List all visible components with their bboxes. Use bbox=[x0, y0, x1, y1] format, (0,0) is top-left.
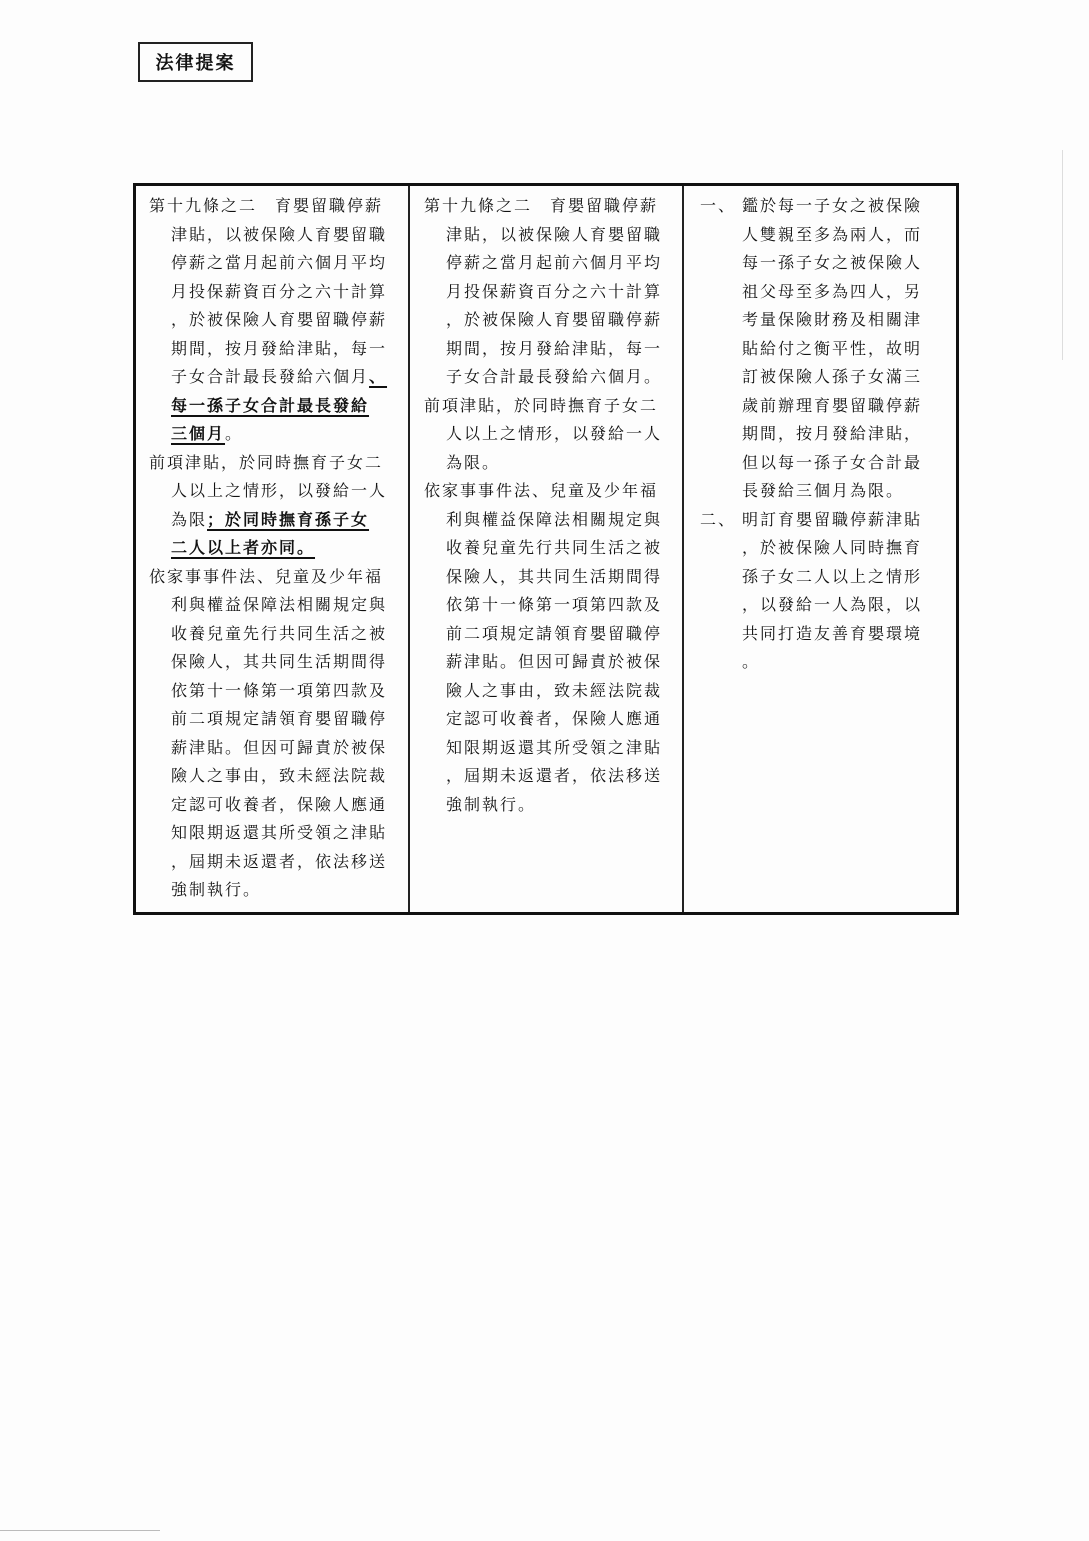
text-line: 險人之事由，致未經法院裁 bbox=[171, 766, 388, 785]
text-line: ，屆期未返還者，依法移送 bbox=[171, 851, 388, 871]
text-line: 保險人，其共同生活期間得 bbox=[446, 566, 663, 586]
amended-paragraph-2 bbox=[149, 449, 400, 563]
item-number: 二、 bbox=[700, 509, 737, 529]
text-line: 期間，按月發給津貼，每一 bbox=[446, 338, 663, 358]
text-line: 人以上之情形，以發給一人 bbox=[446, 424, 663, 443]
text-line: 人雙親至多為兩人，而 bbox=[742, 224, 923, 244]
text-line: ，於被保險人同時撫育 bbox=[742, 538, 923, 557]
text-segment: 為限 bbox=[171, 509, 208, 529]
text-line: 第十九條之二 育嬰留職停薪 bbox=[149, 196, 384, 215]
text-line: 薪津貼。但因可歸責於被保 bbox=[446, 652, 663, 671]
text-line: 孫子女二人以上之情形 bbox=[742, 566, 923, 586]
text-line: ，於被保險人育嬰留職停薪 bbox=[446, 310, 663, 329]
text-line: 津貼，以被保險人育嬰留職 bbox=[446, 224, 663, 244]
amended-paragraph-3 bbox=[149, 563, 400, 905]
scan-edge bbox=[1062, 150, 1063, 360]
comparison-table bbox=[133, 183, 959, 915]
text-line: 第十九條之二 育嬰留職停薪 bbox=[424, 196, 659, 215]
text-line: 津貼，以被保險人育嬰留職 bbox=[171, 224, 388, 244]
text-line: 收養兒童先行共同生活之被 bbox=[171, 623, 388, 643]
text-line bbox=[149, 363, 400, 392]
text-line: 定認可收養者，保險人應通 bbox=[171, 794, 388, 814]
text-line: 停薪之當月起前六個月平均 bbox=[171, 253, 388, 272]
text-line: 訂被保險人孫子女滿三 bbox=[742, 367, 923, 386]
text-line: 每一孫子女之被保險人 bbox=[742, 253, 923, 272]
explanation-item-2 bbox=[700, 506, 950, 677]
text-line: 前項津貼，於同時撫育子女二 bbox=[149, 452, 384, 472]
text-line: 薪津貼。但因可歸責於被保 bbox=[171, 737, 388, 757]
text-line bbox=[149, 420, 400, 449]
text-line: 人以上之情形，以發給一人 bbox=[171, 481, 388, 500]
text-line: 收養兒童先行共同生活之被 bbox=[446, 538, 663, 557]
text-segment: 。 bbox=[225, 424, 244, 443]
text-line: 定認可收養者，保險人應通 bbox=[446, 709, 663, 728]
current-paragraph-3 bbox=[424, 477, 674, 819]
text-line bbox=[149, 534, 400, 563]
text-line: 保險人，其共同生活期間得 bbox=[171, 652, 388, 671]
text-segment: 子女合計最長發給六個月 bbox=[171, 367, 370, 386]
text-line: 知限期返還其所受領之津貼 bbox=[446, 737, 663, 757]
text-line bbox=[149, 392, 400, 421]
scan-artifact-line bbox=[0, 1530, 160, 1531]
current-paragraph-1 bbox=[424, 192, 674, 392]
amended-paragraph-1 bbox=[149, 192, 400, 449]
text-line: 依第十一條第一項第四款及 bbox=[446, 595, 663, 614]
text-line: 停薪之當月起前六個月平均 bbox=[446, 253, 663, 272]
text-line: 歲前辦理育嬰留職停薪 bbox=[742, 395, 923, 415]
text-line: ，以發給一人為限，以 bbox=[742, 595, 923, 614]
text-line: 鑑於每一子女之被保險 bbox=[742, 196, 923, 215]
text-line: 考量保險財務及相關津 bbox=[742, 310, 923, 329]
added-text: 每一孫子女合計最長發給 bbox=[171, 395, 370, 415]
text-line: 。 bbox=[742, 652, 761, 671]
text-line: 月投保薪資百分之六十計算 bbox=[171, 281, 388, 301]
text-line: 期間，按月發給津貼， bbox=[742, 424, 923, 443]
text-line: 利與權益保障法相關規定與 bbox=[171, 595, 388, 614]
text-line: 險人之事由，致未經法院裁 bbox=[446, 680, 663, 700]
added-text: 、 bbox=[369, 367, 388, 386]
text-line: 利與權益保障法相關規定與 bbox=[446, 509, 663, 529]
amended-text-column bbox=[136, 186, 410, 912]
text-line: 強制執行。 bbox=[171, 880, 262, 899]
text-line: 期間，按月發給津貼，每一 bbox=[171, 338, 388, 358]
text-line: 共同打造友善育嬰環境 bbox=[742, 623, 923, 643]
text-line bbox=[149, 506, 400, 535]
text-line: 前二項規定請領育嬰留職停 bbox=[171, 709, 388, 728]
added-text: ；於同時撫育孫子女 bbox=[207, 509, 370, 529]
item-text bbox=[742, 192, 950, 506]
text-line: 貼給付之衡平性，故明 bbox=[742, 338, 923, 358]
text-line: 依家事事件法、兒童及少年福 bbox=[149, 566, 384, 586]
item-text bbox=[742, 506, 950, 677]
text-line: ，於被保險人育嬰留職停薪 bbox=[171, 310, 388, 329]
text-line: 長發給三個月為限。 bbox=[742, 481, 905, 500]
text-line: 依家事事件法、兒童及少年福 bbox=[424, 481, 659, 500]
document-tag: 法律提案 bbox=[138, 42, 253, 82]
text-line: 前二項規定請領育嬰留職停 bbox=[446, 623, 663, 643]
text-line: 但以每一孫子女合計最 bbox=[742, 452, 923, 472]
text-line: 前項津貼，於同時撫育子女二 bbox=[424, 395, 659, 415]
explanation-item-1 bbox=[700, 192, 950, 506]
text-line: ，屆期未返還者，依法移送 bbox=[446, 766, 663, 785]
text-line: 強制執行。 bbox=[446, 794, 537, 814]
current-paragraph-2 bbox=[424, 392, 674, 478]
text-line: 祖父母至多為四人，另 bbox=[742, 281, 923, 301]
text-line: 依第十一條第一項第四款及 bbox=[171, 680, 388, 700]
added-text: 二人以上者亦同。 bbox=[171, 538, 316, 557]
text-line: 子女合計最長發給六個月。 bbox=[446, 367, 663, 386]
text-line: 知限期返還其所受領之津貼 bbox=[171, 823, 388, 842]
current-text-column bbox=[410, 186, 684, 912]
text-line: 為限。 bbox=[446, 452, 501, 472]
explanation-column bbox=[684, 186, 956, 912]
text-line: 明訂育嬰留職停薪津貼 bbox=[742, 509, 923, 529]
text-line: 月投保薪資百分之六十計算 bbox=[446, 281, 663, 301]
added-text: 三個月 bbox=[171, 424, 226, 443]
item-number: 一、 bbox=[700, 196, 737, 215]
